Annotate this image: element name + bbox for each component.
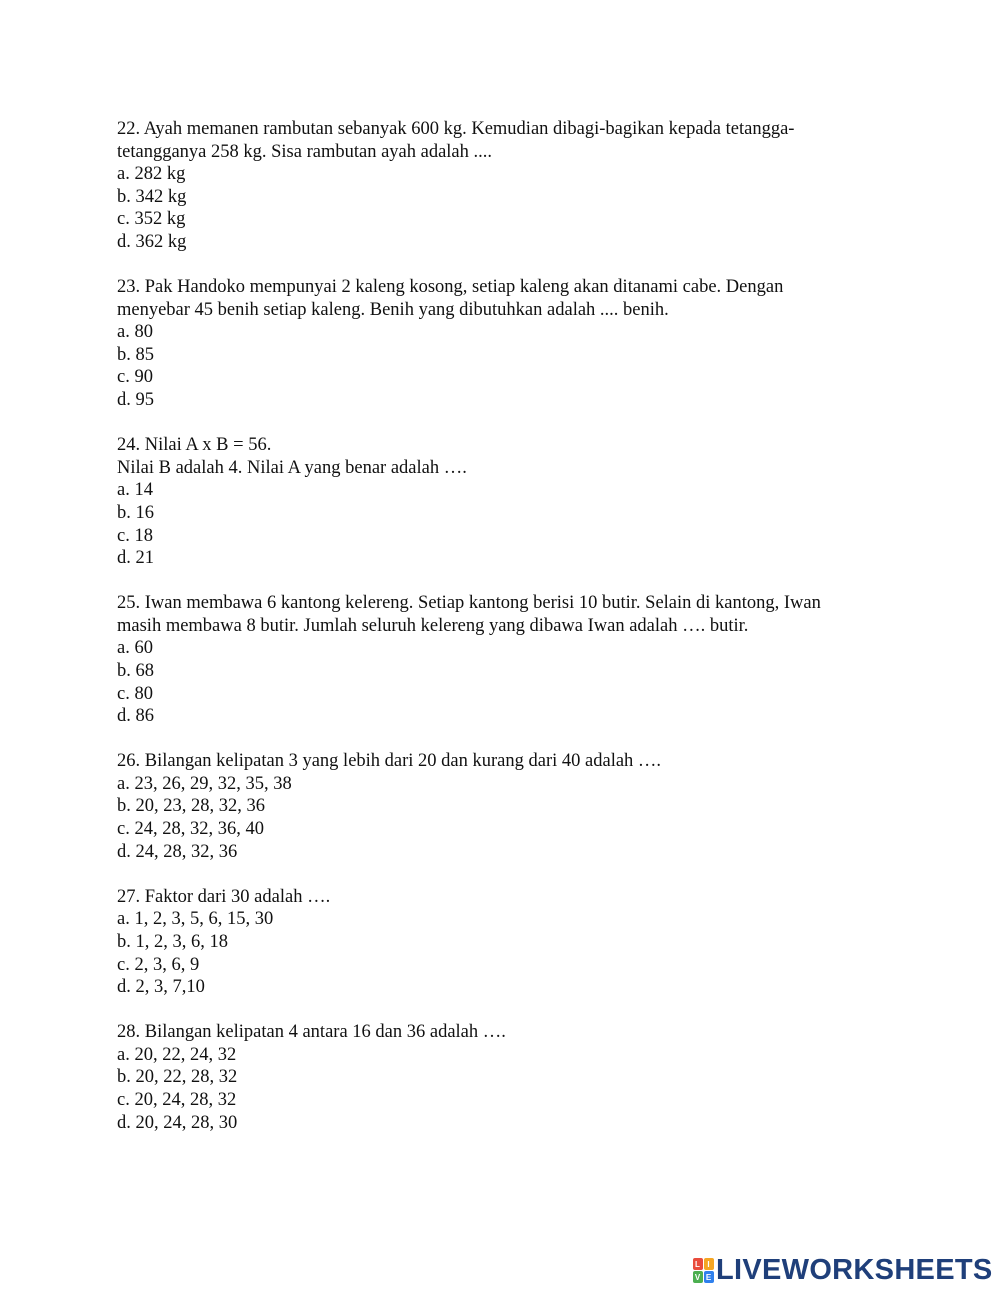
logo-text: LIVEWORKSHEETS [716,1254,993,1286]
option-b: b. 16 [117,502,154,523]
option-d: d. 362 kg [117,231,187,252]
question-text: 22. Ayah memanen rambutan sebanyak 600 kg. Kemudian dibagi-bagikan kepada tetangga- [117,119,795,139]
question-text: 25. Iwan membawa 6 kantong kelereng. Setiap kantong berisi 10 butir. Selain di kantong, Iwan [117,593,821,614]
question-26 [117,750,887,863]
question-stem [117,750,887,773]
worksheet [117,118,887,1157]
option-c: c. 352 kg [117,209,186,230]
logo-tile: L [693,1258,703,1270]
option-a: a. 14 [117,480,153,501]
liveworksheets-logo-icon [692,1257,714,1283]
question-stem [117,434,887,479]
option-a: a. 60 [117,638,153,659]
option-c: c. 2, 3, 6, 9 [117,954,200,975]
option-c: c. 24, 28, 32, 36, 40 [117,819,264,840]
logo-tile: V [693,1271,703,1283]
question-text: masih membawa 8 butir. Jumlah seluruh kelereng yang dibawa Iwan adalah …. butir. [117,615,749,636]
option-c: c. 20, 24, 28, 32 [117,1089,237,1110]
option-d: d. 86 [117,706,154,727]
question-text: 27. Faktor dari 30 adalah …. [117,886,331,907]
question-28 [117,1021,887,1134]
option-a: a. 282 kg [117,164,186,185]
option-a: a. 23, 26, 29, 32, 35, 38 [117,773,292,794]
option-b: b. 68 [117,660,154,681]
option-c: c. 80 [117,683,153,704]
option-c: c. 18 [117,525,153,546]
logo-tile: I [704,1258,714,1270]
question-stem [117,886,887,909]
question-text: 28. Bilangan kelipatan 4 antara 16 dan 36 adalah …. [117,1022,506,1043]
question-text: menyebar 45 benih setiap kaleng. Benih yang dibutuhkan adalah .... benih. [117,299,669,320]
question-stem [117,276,887,321]
option-b: b. 1, 2, 3, 6, 18 [117,931,228,952]
question-23 [117,276,887,412]
option-d: d. 95 [117,390,154,411]
option-b: b. 20, 22, 28, 32 [117,1067,238,1088]
question-27 [117,886,887,999]
question-24 [117,434,887,570]
question-22 [117,118,887,254]
question-stem [117,118,887,163]
option-d: d. 2, 3, 7,10 [117,977,205,998]
question-text: 23. Pak Handoko mempunyai 2 kaleng kosong, setiap kaleng akan ditanami cabe. Dengan [117,277,784,298]
logo-tile: E [704,1271,714,1283]
question-text: 24. Nilai A x B = 56. [117,435,272,456]
option-b: b. 85 [117,344,154,365]
option-a: a. 80 [117,322,153,343]
question-25 [117,592,887,728]
option-b: b. 20, 23, 28, 32, 36 [117,796,265,817]
question-stem [117,1021,887,1044]
option-d: d. 24, 28, 32, 36 [117,841,238,862]
option-a: a. 1, 2, 3, 5, 6, 15, 30 [117,909,274,930]
option-b: b. 342 kg [117,186,187,207]
option-a: a. 20, 22, 24, 32 [117,1044,237,1065]
question-stem [117,592,887,637]
question-text: tetangganya 258 kg. Sisa rambutan ayah adalah .... [117,141,493,162]
question-text: 26. Bilangan kelipatan 3 yang lebih dari 20 dan kurang dari 40 adalah …. [117,751,662,772]
question-text: Nilai B adalah 4. Nilai A yang benar adalah …. [117,457,467,478]
option-c: c. 90 [117,367,153,388]
option-d: d. 20, 24, 28, 30 [117,1112,238,1133]
option-d: d. 21 [117,548,154,569]
liveworksheets-logo [692,1255,993,1285]
